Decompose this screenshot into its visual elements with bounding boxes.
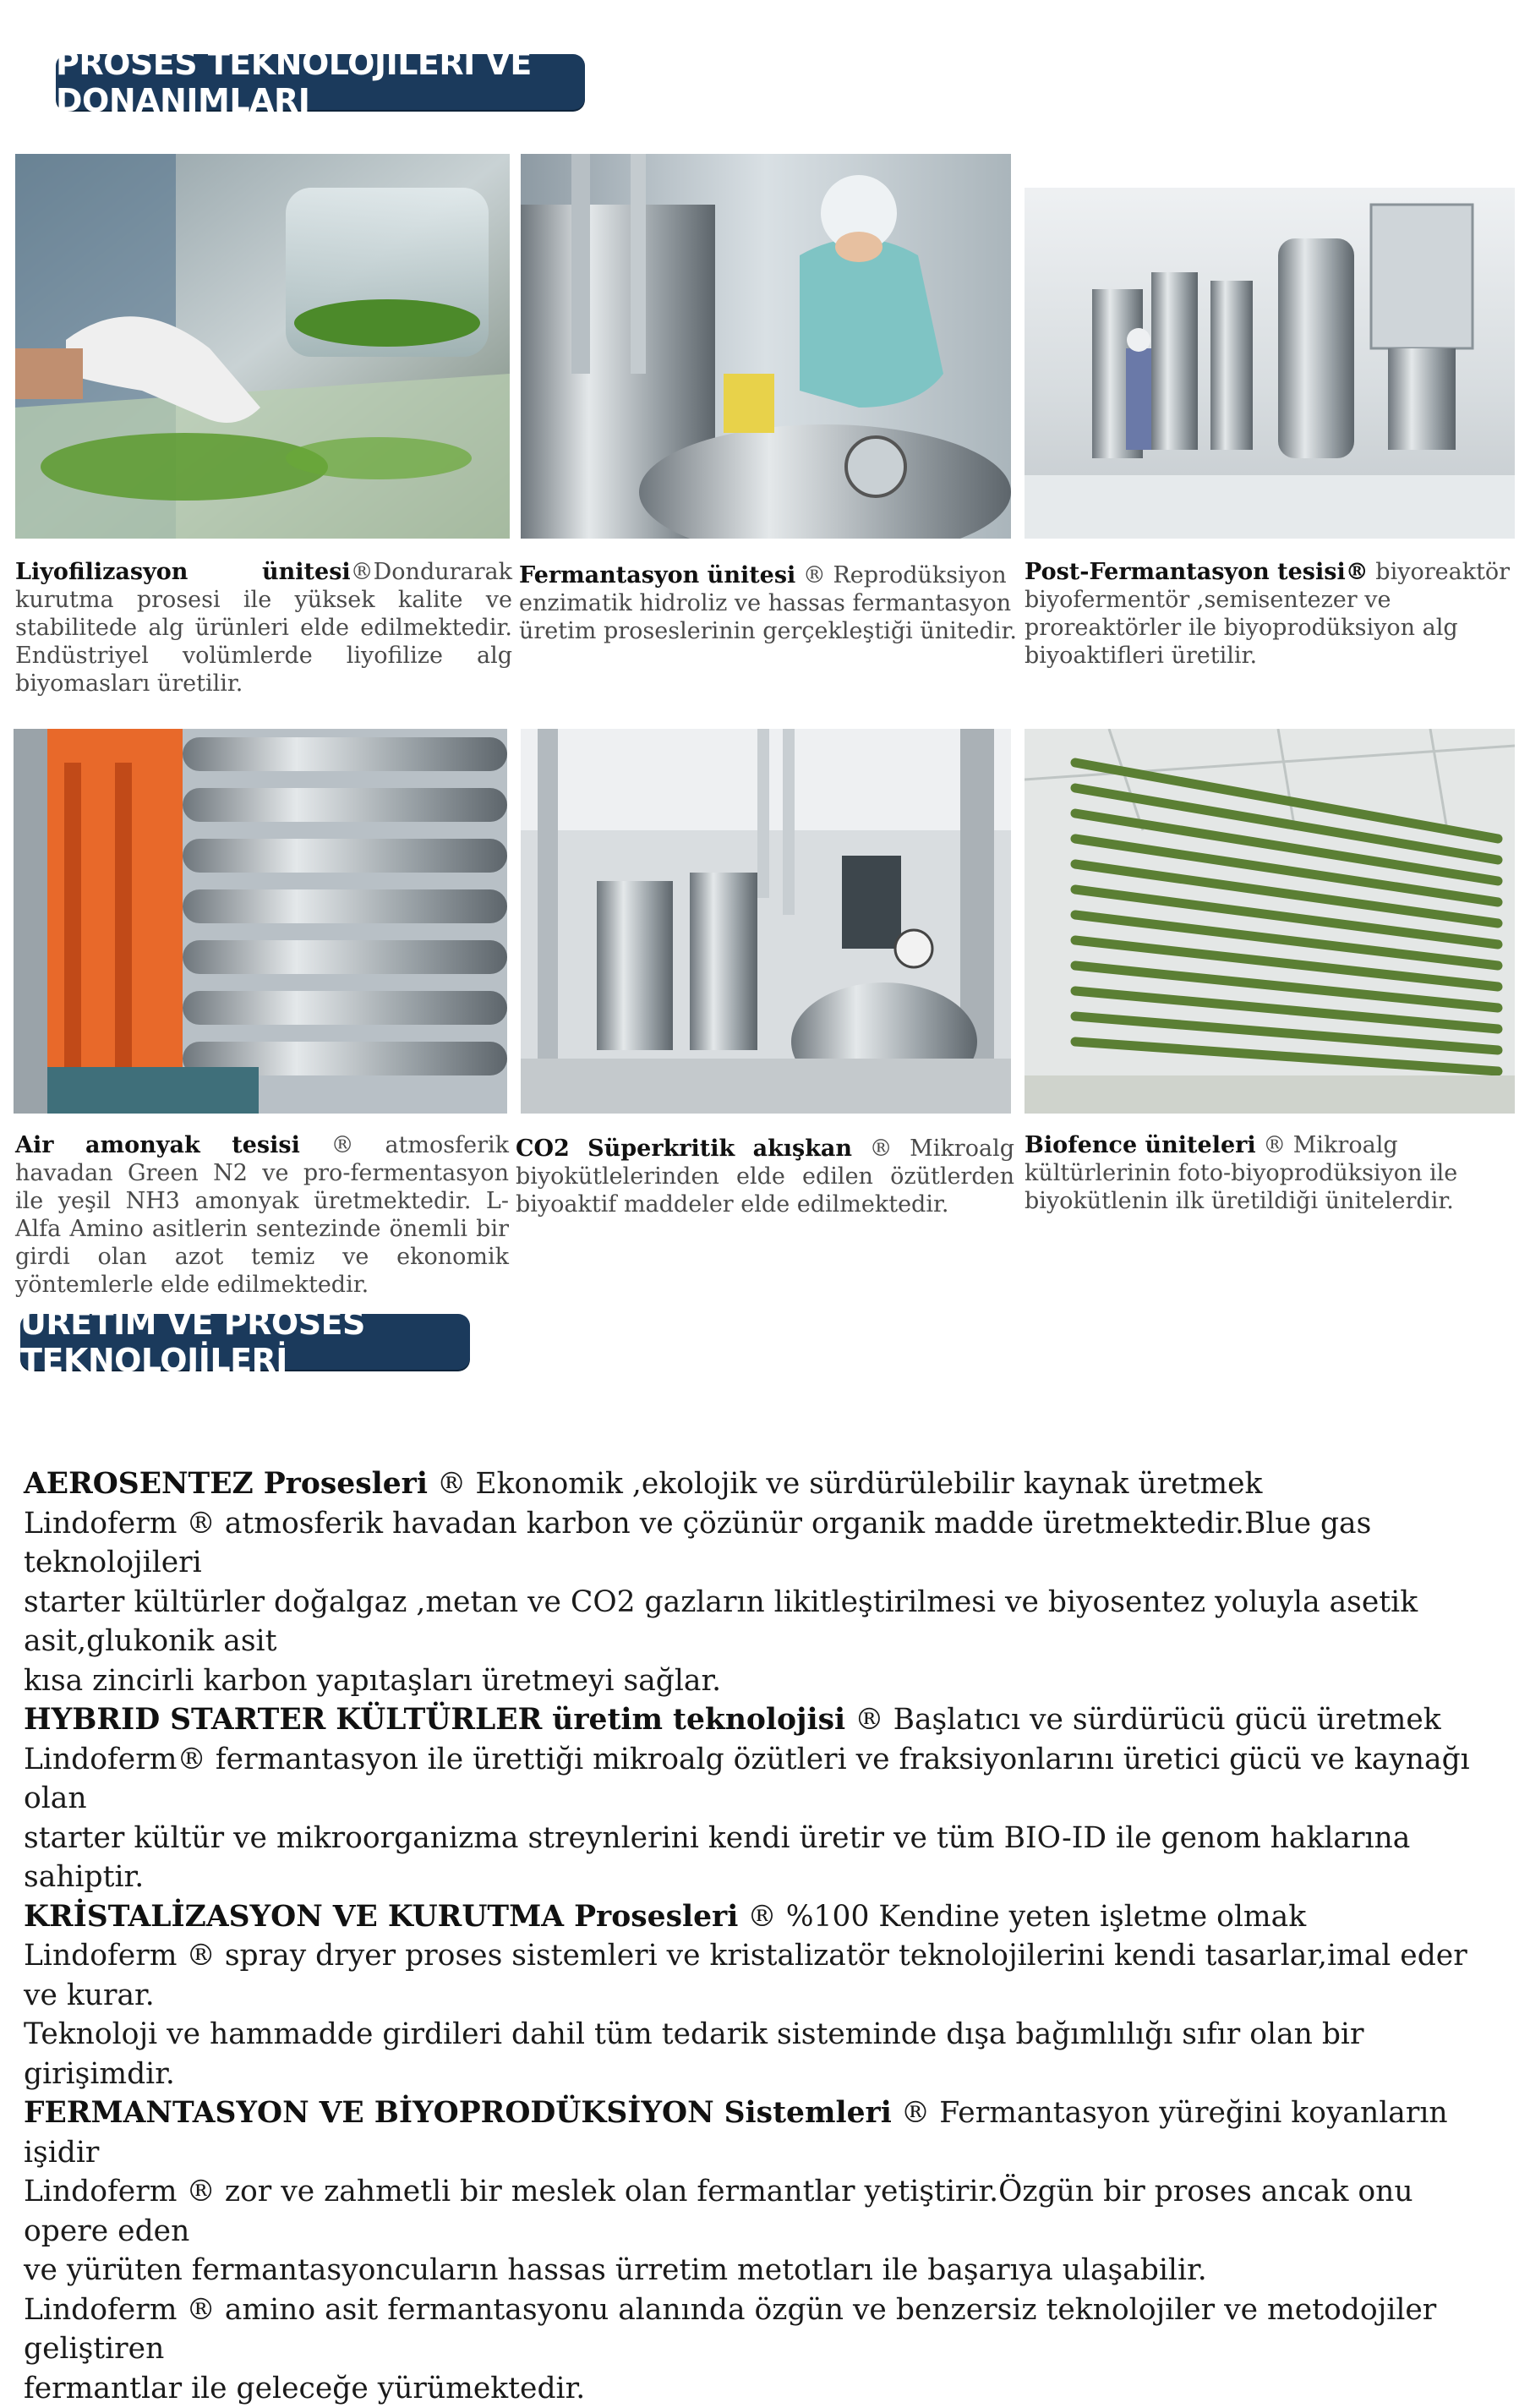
process-line: Lindoferm ® atmosferik havadan karbon ve çözünür organik madde üretmektedir.Blue gas teknolojileri	[24, 1504, 1494, 1583]
process-subtitle: ® Fermantasyon yüreğini koyanların işidir	[24, 2096, 1448, 2170]
caption-text: ® atmosferik havadan Green N2 ve pro-fermentasyon ile yeşil NH3 amonyak üretmektedir. L-Alfa Amino asitlerin sentezinde önemli bir girdi olan azot temiz ve ekonomik yöntemlerle elde edilmektedir.	[15, 1132, 509, 1298]
photo-co2-supercritical	[521, 729, 1011, 1114]
process-line: Teknoloji ve hammadde girdileri dahil tüm tedarik sisteminde dışa bağımlılığı sıfır olan bir girişimdir.	[24, 2015, 1494, 2093]
process-descriptions	[24, 1464, 1494, 2408]
caption-biofence	[1025, 1131, 1518, 1215]
process-heading	[24, 1700, 1494, 1740]
process-line: starter kültürler doğalgaz ,metan ve CO2 gazların likitleştirilmesi ve biyosentez yoluyla asetik asit,glukonik asit	[24, 1583, 1494, 1661]
caption-text: ®Dondurarak kurutma prosesi ile yüksek kalite ve stabilitede alg ürünleri elde edilmektedir. Endüstriyel volümlerde liyofilize alg biyomasları üretilir.	[15, 559, 512, 697]
process-subtitle: ® Ekonomik ,ekolojik ve sürdürülebilir kaynak üretmek	[428, 1467, 1262, 1501]
process-line: fermantlar ile geleceğe yürümektedir.	[24, 2369, 1494, 2408]
process-line: Lindoferm ® spray dryer proses sistemleri ve kristalizatör teknolojilerini kendi tasarlar,imal eder ve kurar.	[24, 1936, 1494, 2015]
caption-co2-supercritical	[516, 1135, 1014, 1218]
process-subtitle: ® %100 Kendine yeten işletme olmak	[738, 1900, 1306, 1934]
caption-text: ® Reprodüksiyon enzimatik hidroliz ve hassas fermantasyon üretim proseslerinin gerçekleştiği ünitedir.	[519, 562, 1017, 644]
process-title: FERMANTASYON VE BİYOPRODÜKSİYON Sistemleri	[24, 2096, 892, 2130]
photo-biofence	[1025, 729, 1515, 1114]
photo-lyophilization	[15, 154, 510, 539]
process-title: HYBRID STARTER KÜLTÜRLER üretim teknolojisi	[24, 1703, 845, 1737]
caption-post-fermentation	[1025, 558, 1519, 670]
caption-text: ® Mikroalg biyokütlelerinden elde edilen özütlerden biyoaktif maddeler elde edilmektedir.	[516, 1136, 1014, 1218]
photo-fermentation	[521, 154, 1011, 539]
process-line: Lindoferm® fermantasyon ile ürettiği mikroalg özütleri ve fraksiyonlarını üretici gücü ve kaynağı olan	[24, 1740, 1494, 1819]
caption-fermentation	[519, 561, 1018, 645]
caption-title: Air amonyak tesisi	[15, 1132, 300, 1158]
caption-text: ® Mikroalg kültürlerinin foto-biyoprodüksiyon ile biyokütlenin ilk üretildiği ünitelerdir.	[1025, 1132, 1457, 1214]
caption-lyophilization	[15, 558, 512, 698]
process-line: kısa zincirli karbon yapıtaşları üretmeyi sağlar.	[24, 1661, 1494, 1701]
process-line: ve yürüten fermantasyoncuların hassas ürretim metotları ile başarıya ulaşabilir.	[24, 2251, 1494, 2290]
photo-air-ammonia	[14, 729, 507, 1114]
process-line: Lindoferm ® amino asit fermantasyonu alanında özgün ve benzersiz teknolojiler ve metodojiler geliştiren	[24, 2290, 1494, 2369]
process-title: AEROSENTEZ Prosesleri	[24, 1467, 428, 1501]
caption-title: Post-Fermantasyon tesisi®	[1025, 559, 1369, 585]
section-banner-production-technologies: ÜRETİM VE PROSES TEKNOLOJİLERİ	[20, 1314, 470, 1370]
caption-title: Biofence üniteleri	[1025, 1132, 1256, 1158]
caption-title: CO2 Süperkritik akışkan	[516, 1136, 852, 1162]
caption-title: Liyofilizasyon ünitesi	[15, 559, 351, 585]
caption-air-ammonia	[15, 1131, 509, 1299]
process-heading	[24, 1897, 1494, 1937]
caption-text: biyoreaktör biyofermentör ,semisentezer ve proreaktörler ile biyoprodüksiyon alg biyoaktifleri üretilir.	[1025, 559, 1510, 669]
section-banner-process-equipment: PROSES TEKNOLOJİLERİ VE DONANIMLARI	[56, 54, 585, 110]
process-title: KRİSTALİZASYON VE KURUTMA Prosesleri	[24, 1900, 738, 1934]
process-subtitle: ® Başlatıcı ve sürdürücü gücü üretmek	[845, 1703, 1441, 1737]
process-heading	[24, 2093, 1494, 2172]
photo-post-fermentation	[1025, 154, 1515, 539]
caption-title: Fermantasyon ünitesi	[519, 562, 795, 588]
process-line: Lindoferm ® zor ve zahmetli bir meslek olan fermantlar yetiştirir.Özgün bir proses ancak onu opere eden	[24, 2172, 1494, 2251]
process-line: starter kültür ve mikroorganizma streynlerini kendi üretir ve tüm BIO-ID ile genom haklarına sahiptir.	[24, 1819, 1494, 1897]
process-heading	[24, 1464, 1494, 1504]
